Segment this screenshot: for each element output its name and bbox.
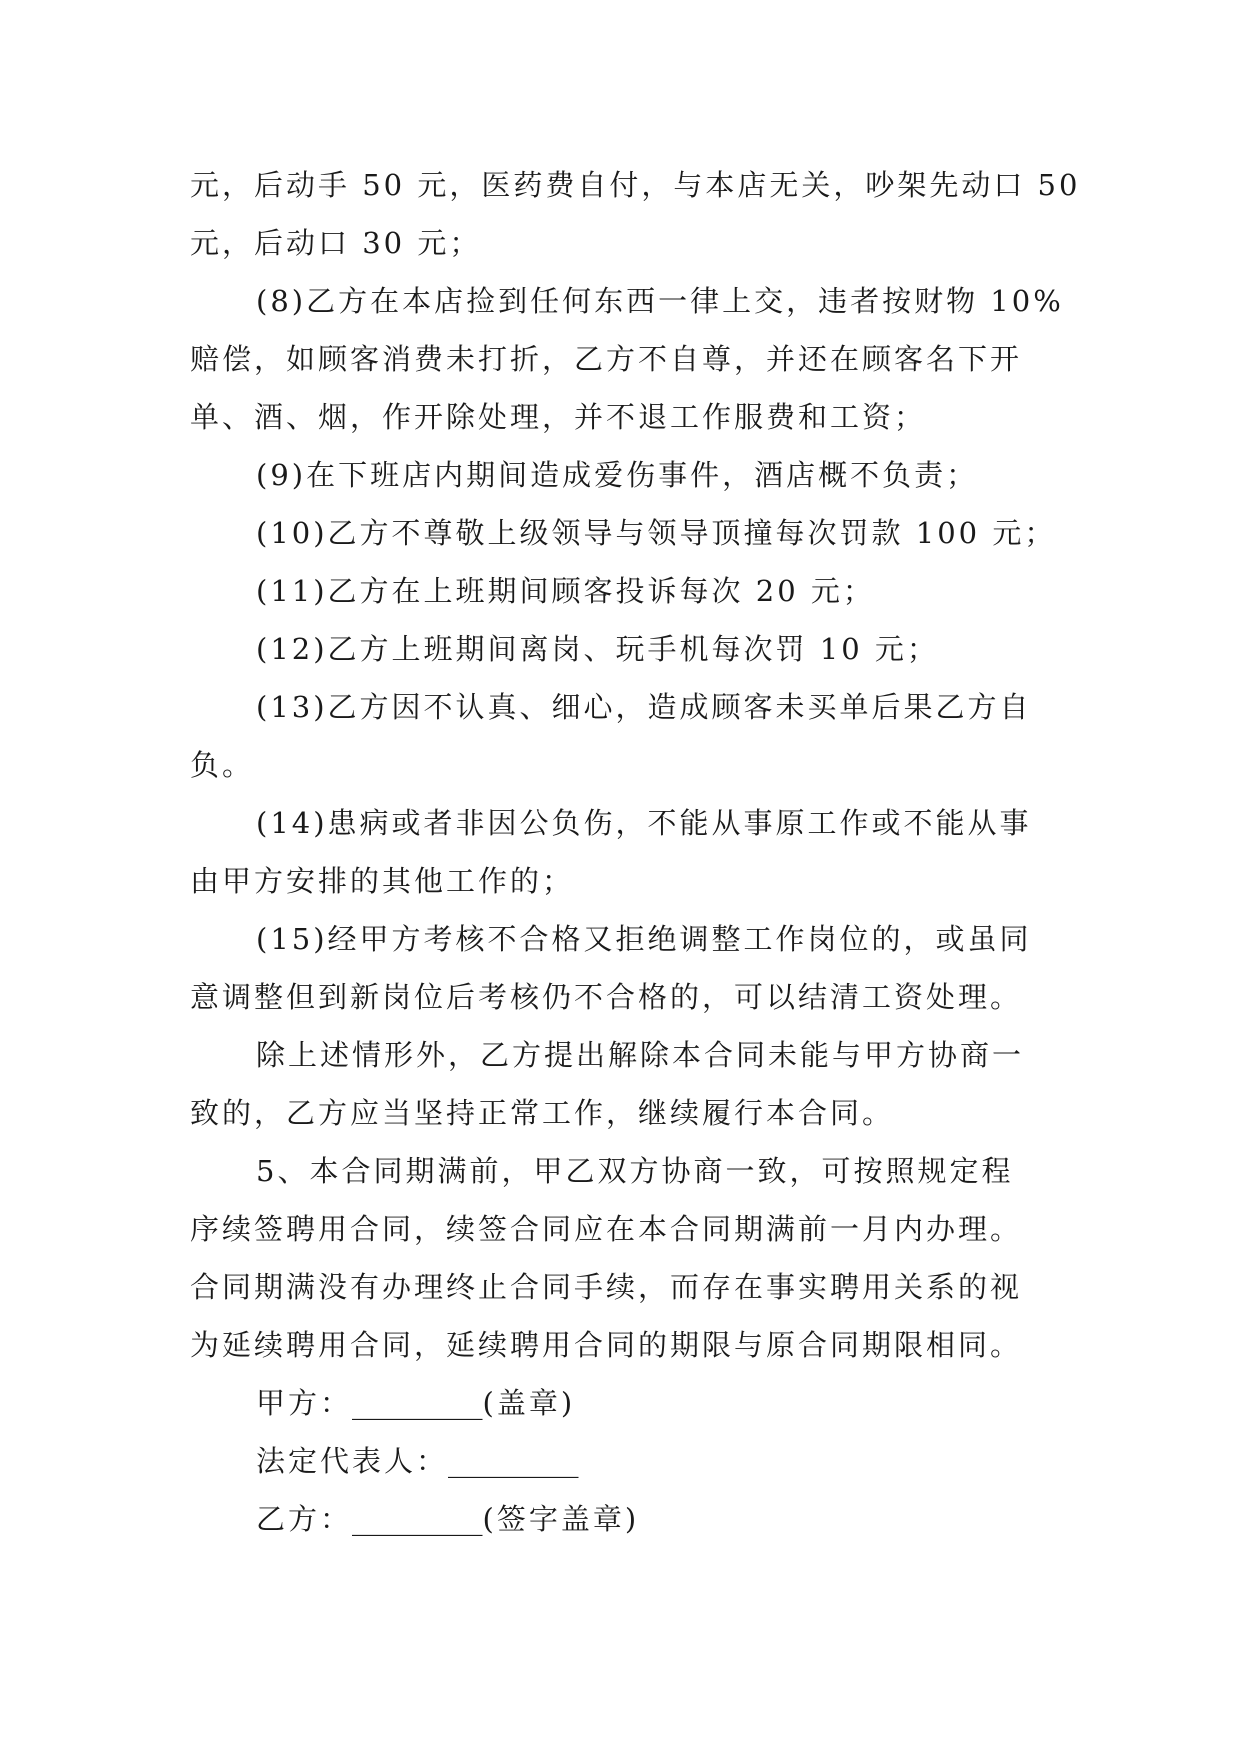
- party-b-label: 乙方：: [256, 1502, 353, 1536]
- party-a-blank: _________: [352, 1386, 483, 1420]
- text-line: 序续签聘用合同，续签合同应在本合同期满前一月内办理。: [190, 1212, 1023, 1246]
- party-a-label: 甲方：: [256, 1386, 353, 1420]
- text-line: 由甲方安排的其他工作的；: [190, 864, 575, 898]
- legal-rep-label: 法定代表人：: [256, 1444, 449, 1478]
- text-line: 合同期满没有办理终止合同手续，而存在事实聘用关系的视: [190, 1270, 1023, 1304]
- text-line: (9)在下班店内期间造成爱伤事件，酒店概不负责；: [256, 458, 979, 492]
- text-line: 致的，乙方应当坚持正常工作，继续履行本合同。: [190, 1096, 895, 1130]
- legal-rep-blank: _________: [448, 1444, 579, 1478]
- party-a-signature: [190, 1374, 1070, 1432]
- party-b-suffix: (签字盖章): [482, 1502, 640, 1536]
- party-b-blank: _________: [352, 1502, 483, 1536]
- contract-body: [190, 156, 1081, 1548]
- party-b-signature: [190, 1490, 1070, 1548]
- text-line: (11)乙方在上班期间顾客投诉每次 20 元；: [256, 574, 875, 608]
- text-line: (8)乙方在本店捡到任何东西一律上交，违者按财物 10%: [256, 284, 1064, 318]
- text-line: 赔偿，如顾客消费未打折，乙方不自尊，并还在顾客名下开: [190, 342, 1023, 376]
- text-line: (14)患病或者非因公负伤，不能从事原工作或不能从事: [256, 806, 1032, 840]
- text-line: 5、本合同期满前，甲乙双方协商一致，可按照规定程: [256, 1154, 1014, 1188]
- text-line: 单、酒、烟，作开除处理，并不退工作服费和工资；: [190, 400, 927, 434]
- text-line: 元，后动口 30 元；: [190, 226, 482, 260]
- text-line: (12)乙方上班期间离岗、玩手机每次罚 10 元；: [256, 632, 939, 666]
- text-line: 负。: [190, 748, 255, 782]
- text-line: 元，后动手 50 元，医药费自付，与本店无关，吵架先动口 50: [190, 168, 1081, 202]
- party-a-suffix: (盖章): [482, 1386, 576, 1420]
- text-line: (10)乙方不尊敬上级领导与领导顶撞每次罚款 100 元；: [256, 516, 1057, 550]
- text-line: 意调整但到新岗位后考核仍不合格的，可以结清工资处理。: [190, 980, 1023, 1014]
- legal-rep-signature: [190, 1432, 1070, 1490]
- text-line: (13)乙方因不认真、细心，造成顾客未买单后果乙方自: [256, 690, 1032, 724]
- text-line: 为延续聘用合同，延续聘用合同的期限与原合同期限相同。: [190, 1328, 1023, 1362]
- text-line: (15)经甲方考核不合格又拒绝调整工作岗位的，或虽同: [256, 922, 1032, 956]
- text-line: 除上述情形外，乙方提出解除本合同未能与甲方协商一: [256, 1038, 1025, 1072]
